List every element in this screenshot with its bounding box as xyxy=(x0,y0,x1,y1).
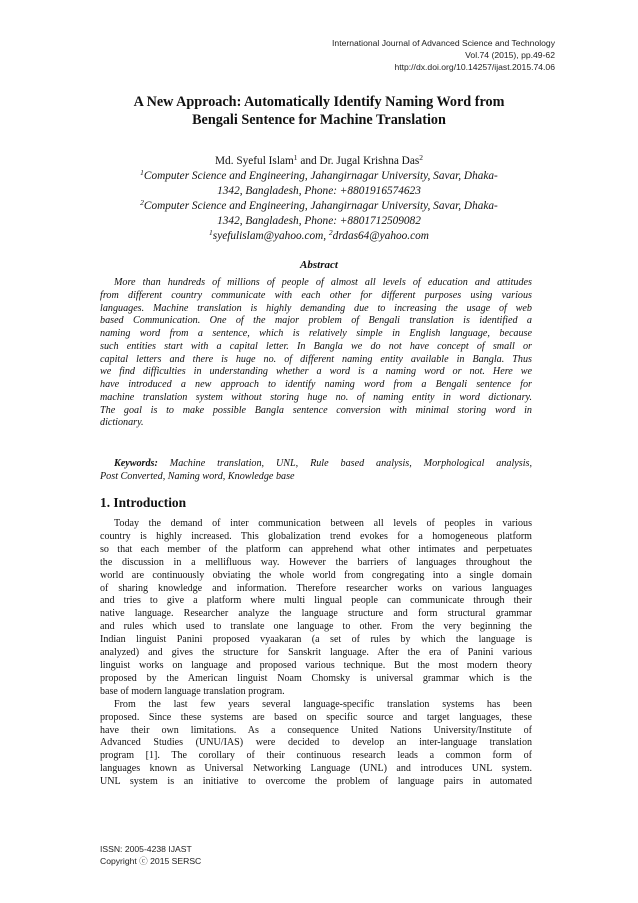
body-line: proposed. Since these systems are based on specific source and target languages, these xyxy=(100,711,532,723)
body-line: so that each member of the platform can apprehend what other intimates and perpetuates xyxy=(100,543,532,555)
body-line: the discussion in a mellifluous way. However the barriers of languages throughout the xyxy=(100,556,532,568)
abstract-line: have introduced a new approach to identify naming word from a Bengali sentence for xyxy=(100,379,532,390)
email-2-sup: 2 xyxy=(328,228,333,237)
email-2: drdas64@yahoo.com xyxy=(332,230,429,242)
body-line: languages known as Universal Networking Language (UNL) and introduces UNL system. xyxy=(100,763,532,775)
body-line: From the last few years several language-specific translation systems has been xyxy=(114,698,532,710)
abstract-line: naming word from a sentence, which is relatively simple in English language, because xyxy=(100,328,532,339)
body-line: country is highly increased. This globalization trend evokes for a homogeneous platform xyxy=(100,530,532,542)
body-line: of sharing knowledge and information. Therefore researcher works on various languages xyxy=(100,582,532,594)
abstract-line: based Communication. One of the major problem of Bengali translation is identified a xyxy=(100,315,532,327)
abstract-line: such entities start with a capital letter. In Bangla we do not have concept of small or xyxy=(100,340,532,352)
affiliation-1-line-2: 1342, Bangladesh, Phone: +8801916574623 xyxy=(217,185,421,197)
author-emails xyxy=(100,229,538,244)
body-line: Indian linguist Panini proposed vyaakaran (a set of rules by which the language is xyxy=(100,634,532,646)
title-line-2: Bengali Sentence for Machine Translation xyxy=(192,112,446,128)
title-line-1: A New Approach: Automatically Identify Naming Word from xyxy=(133,94,505,110)
body-line: have their own limitations. As a consequence United Nations University/Institute of xyxy=(100,724,532,736)
section-heading-introduction: 1. Introduction xyxy=(100,495,187,510)
abstract-line: The goal is to make possible Bangla sentence conversion with minimal storing word in xyxy=(100,404,532,416)
affiliation-2-line-2: 1342, Bangladesh, Phone: +8801712509082 xyxy=(217,215,421,227)
page-footer xyxy=(100,843,201,867)
author-2-sup: 2 xyxy=(419,153,423,162)
affiliation-1-text: Computer Science and Engineering, Jahangirnagar University, Savar, Dhaka- xyxy=(143,170,498,182)
body-line: program [1]. The corollary of their continuous research leads a common form of xyxy=(100,750,532,762)
abstract-line: from different country communicate with each other for different purposes using various xyxy=(100,289,532,301)
body-line: world are continuously obviating the whole world from congregating into a single domain xyxy=(100,569,532,581)
author-1: Md. Syeful Islam xyxy=(215,155,294,167)
keywords-label: Keywords: xyxy=(114,458,158,469)
body-line: UNL system is an initiative to overcome the problem of language pairs in automated xyxy=(100,776,532,788)
abstract-line: More than hundreds of millions of people of almost all levels of education and attitudes xyxy=(114,277,532,288)
email-1-sup: 1 xyxy=(209,228,213,237)
author-2: and Dr. Jugal Krishna Das xyxy=(297,155,420,167)
body-line: base of modern language translation program. xyxy=(100,685,285,697)
footer-issn: ISSN: 2005-4238 IJAST xyxy=(100,844,192,854)
abstract-line: capital letters and there is huge no. of different naming entity available in Bangla. Thus xyxy=(100,353,532,365)
author-block xyxy=(100,154,538,244)
body-line: Today the demand of inter communication between all levels of peoples in various xyxy=(114,518,532,529)
author-names xyxy=(100,154,538,169)
journal-volume: Vol.74 (2015), pp.49-62 xyxy=(465,50,555,60)
keywords-line-1 xyxy=(100,458,532,471)
affiliation-2-sup: 2 xyxy=(140,198,144,207)
body-line: proposed by the American linguist Noam Chomsky is universal grammar which is the xyxy=(100,672,532,684)
abstract-body xyxy=(100,277,532,430)
email-1: syefulislam@yahoo.com, xyxy=(212,230,329,242)
body-line: and rules which used to translate one language to other. From the very beginning the xyxy=(100,621,532,633)
abstract-line: languages. Machine translation is highly demanding due to increasing the usage of web xyxy=(100,302,532,314)
paper-title xyxy=(100,93,538,129)
body-line: Advanced Studies (UNU/IAS) were decided to develop an inter-language translation xyxy=(100,737,532,749)
affiliation-1-line-1 xyxy=(100,169,538,184)
affiliation-1-sup: 1 xyxy=(140,168,144,177)
journal-name: International Journal of Advanced Science and Technology xyxy=(332,38,555,48)
body-line: native language. Researcher analyze the language structure and form structural grammar xyxy=(100,608,532,620)
footer-copyright: Copyright ⓒ 2015 SERSC xyxy=(100,856,202,866)
body-line: linguist works on language and proposed various technique. But the most modern theory xyxy=(100,659,532,671)
abstract-heading: Abstract xyxy=(300,259,338,271)
abstract-line: dictionary. xyxy=(100,417,144,429)
affiliation-2-text: Computer Science and Engineering, Jahangirnagar University, Savar, Dhaka- xyxy=(143,200,498,212)
keywords-block xyxy=(100,458,532,484)
journal-doi: http://dx.doi.org/10.14257/ijast.2015.74.06 xyxy=(394,62,555,72)
body-line: analyzed) and gives the structure for Sanskrit language. After the era of Panini various xyxy=(100,647,532,659)
body-line: and tries to give a platform where multi lingual people can communicate through their xyxy=(100,595,532,607)
introduction-body xyxy=(100,518,532,789)
affiliation-2-line-1 xyxy=(100,199,538,214)
author-1-sup: 1 xyxy=(293,153,298,162)
keywords-text-1: Machine translation, UNL, Rule based analysis, Morphological analysis, xyxy=(157,458,532,469)
journal-header xyxy=(332,37,555,73)
abstract-line: machine translation system without storing huge no. of naming entity in word dictionary. xyxy=(100,391,532,403)
keywords-line-2: Post Converted, Naming word, Knowledge base xyxy=(100,470,295,482)
abstract-line: we find difficulties in understanding whether a word is a naming word or not. Here we xyxy=(100,366,532,378)
